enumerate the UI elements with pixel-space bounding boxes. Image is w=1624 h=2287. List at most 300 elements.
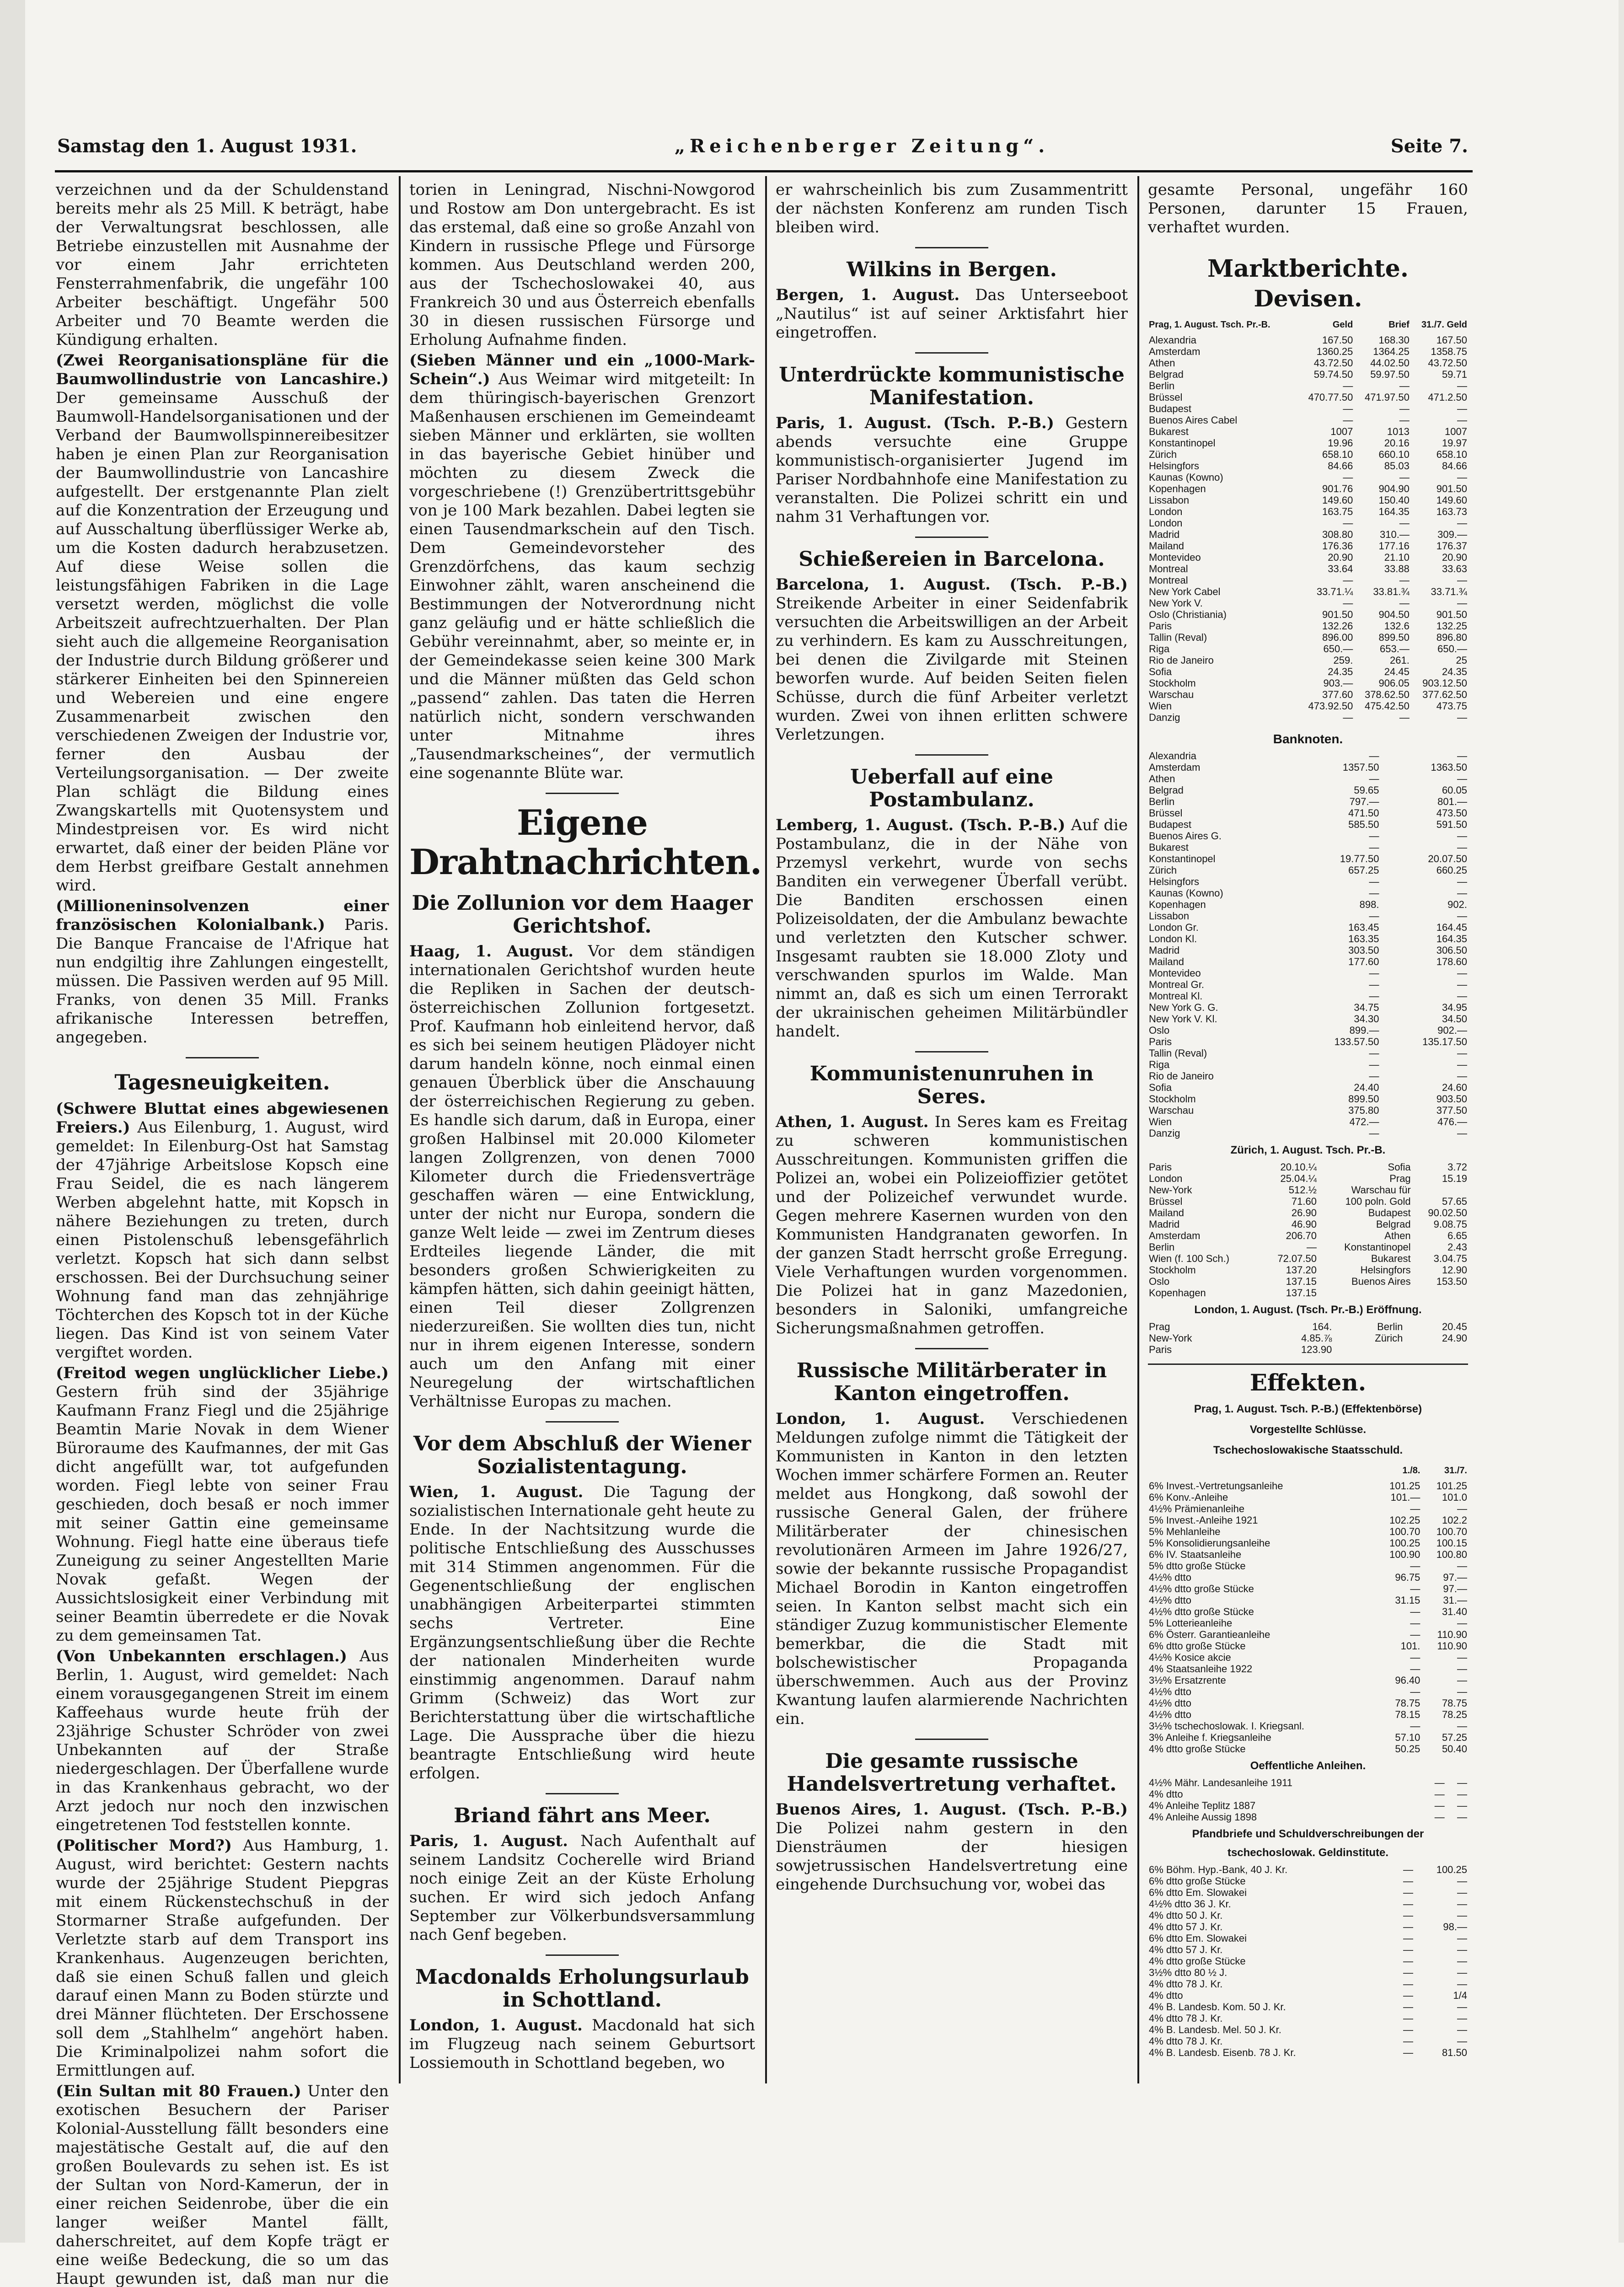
table-cell-value: 33.81.¾ [1373, 586, 1410, 597]
effekten-row [1148, 1944, 1468, 1955]
table-cell-label: Konstantinopel [1149, 437, 1216, 449]
header-title: „Reichenberger Zeitung“. [675, 135, 1050, 157]
table-cell-value: — [1410, 1606, 1420, 1617]
table-cell-value: 15.19 [1442, 1173, 1467, 1184]
effekten-row [1148, 1640, 1468, 1652]
table-cell-label: 4½% Prämienanleihe [1149, 1503, 1245, 1514]
table-cell-label: Warschau [1149, 1105, 1194, 1116]
devisen-heading: Devisen. [1254, 285, 1362, 312]
table-cell-value: 102.25 [1389, 1514, 1420, 1526]
table-cell-label: Amsterdam [1149, 1230, 1201, 1241]
table-cell-value: — [1410, 1663, 1420, 1675]
table-cell-label: 4% B. Landesb. Kom. 50 J. Kr. [1149, 2001, 1286, 2013]
article-paragraph: er wahrscheinlich bis zum Zusammentritt der nächsten Konferenz am runden Tisch bleiben wird. [776, 181, 1128, 236]
table-cell-label: Madrid [1149, 529, 1180, 540]
table-cell-value: 24.90 [1442, 1332, 1467, 1344]
table-cell-value: — [1403, 2047, 1413, 2058]
devisen-row [1148, 563, 1468, 574]
section-banner: Eigene Drahtnachrichten. [409, 802, 762, 882]
article-paragraph: Wien, 1. August. Die Tagung der sozialistischen Internationale geht heute zu Ende. In der Nachtsitzung wurde die politische Entschließung des Ausschusses mit 314 Stimmen angenommen. Für die Gegenentschließung der englischen unabhängigen Arbeiterpartei stimmten sechs Vertreter. Eine Ergänzungsentschließung über die Rechte der nationalen Minderheiten wurde einstimmig angenommen. Darauf nahm Grimm (Schweiz) das Wort zur Berichterstattung über die wirtschaftliche Lage. Die Aussprache über die hiezu beantragte Entschließung wird heute erfolgen. [409, 1483, 755, 1782]
article-headline: Macdonalds Erholungsurlaub in Schottland. [415, 1965, 749, 2012]
effekten-row [1148, 2035, 1468, 2047]
banknoten-table [1148, 750, 1468, 1139]
table-cell-value: 901.50 [1436, 483, 1467, 494]
zurich-row [1148, 1230, 1468, 1241]
table-cell-value: 9.08.75 [1433, 1219, 1467, 1230]
table-cell-label: Montreal Gr. [1149, 979, 1205, 990]
table-cell-label: Oslo [1149, 1025, 1170, 1036]
table-cell-value: — [1457, 1059, 1467, 1070]
table-cell-label: 6% dtto Em. Slowakei [1149, 1887, 1247, 1898]
table-cell-value: — [1403, 1910, 1413, 1921]
table-cell-value: 101.0 [1442, 1492, 1467, 1503]
table-cell-value: 1364.25 [1373, 346, 1410, 357]
banknoten-row [1148, 784, 1468, 796]
table-cell-label: Danzig [1149, 712, 1180, 723]
effekten-row [1148, 1990, 1468, 2001]
devisen-row [1148, 655, 1468, 666]
table-cell-value: — [1399, 597, 1410, 609]
table-cell-value: 906.05 [1378, 677, 1410, 689]
table-cell-label: Lissabon [1149, 910, 1190, 922]
table-cell-value: 50.40 [1442, 1743, 1467, 1755]
table-cell-value: 901.50 [1436, 609, 1467, 620]
table-cell-value: — [1403, 2013, 1413, 2024]
table-cell-value: 20.90 [1442, 552, 1467, 563]
table-cell-value: — [1457, 887, 1467, 899]
table-cell-label: Montreal Kl. [1149, 990, 1203, 1002]
table-cell-label: Athen [1149, 773, 1175, 784]
table-cell-label: 4½% dtto große Stücke [1149, 1583, 1254, 1594]
table-cell-value: 57.25 [1442, 1732, 1467, 1743]
article-headline: Vor dem Abschluß der Wiener Sozialistentagung. [413, 1432, 751, 1478]
table-cell-value: 167.50 [1436, 334, 1467, 346]
devisen-row [1148, 540, 1468, 552]
table-cell-value: — [1399, 712, 1410, 723]
table-cell-value: — [1399, 414, 1410, 426]
table-cell-value: Athen [1384, 1230, 1411, 1241]
table-cell-label: 4% dtto 78 J. Kr. [1149, 1978, 1223, 1990]
table-cell-value: 206.70 [1286, 1230, 1317, 1241]
table-cell-value: 899.— [1349, 1025, 1379, 1036]
effekten-row [1148, 1537, 1468, 1549]
table-cell-label: Budapest [1149, 403, 1191, 414]
table-cell-value: 50.25 [1395, 1743, 1420, 1755]
effekten-row [1148, 1503, 1468, 1514]
table-cell-label: Brüssel [1149, 392, 1183, 403]
devisen-row [1148, 586, 1468, 597]
table-cell-label: Rio de Janeiro [1149, 655, 1214, 666]
table-cell-value: 24.35 [1328, 666, 1353, 677]
table-cell-value: — [1403, 2035, 1413, 2047]
table-cell-value [1318, 1287, 1412, 1299]
article-paragraph: Bergen, 1. August. Das Unterseeboot „Nautilus“ ist auf seiner Arktisfahrt hier eingetroffen. [776, 286, 1128, 342]
table-cell-value: — [1434, 1800, 1445, 1811]
table-cell-value: 57.65 [1442, 1196, 1467, 1207]
header-date: Samstag den 1. August 1931. [57, 135, 357, 157]
separator [546, 1421, 619, 1423]
table-cell-value: — [1369, 910, 1379, 922]
table-cell-label: Amsterdam [1149, 762, 1201, 773]
table-cell-value: — [1457, 1560, 1467, 1572]
table-header-cell: Geld [1332, 320, 1353, 330]
table-cell-label: 4% B. Landesb. Eisenb. 78 J. Kr. [1149, 2047, 1296, 2058]
devisen-row [1148, 632, 1468, 643]
table-cell-value: 899.50 [1378, 632, 1410, 643]
table-cell-value: 658.10 [1436, 449, 1467, 460]
table-cell-value: 1013 [1387, 426, 1410, 437]
table-cell-label: Kopenhagen [1149, 899, 1206, 910]
table-cell-value: — [1457, 2001, 1467, 2013]
article-paragraph: (Zwei Reorganisationspläne für die Baumwollindustrie von Lancashire.) Der gemeinsame Ausschuß der Baumwoll-Handelsorganisationen und der Verband der Baumwollspinnereibesitzer haben je einen Plan zur Reorganisation der Baumwollindustrie von Lancashire aufgestellt. Der erstgenannte Plan zielt auf die Konzentration der Erzeugung und auf Ausschaltung überflüssiger Werke ab, um die Kosten dadurch herabzusetzen. Auf diese Weise sollen die leistungsfähigen Fabriken in die Lage versetzt werden, möglichst die volle Arbeitszeit aufrechtzuerhalten. Der Plan sieht auch die allgemeine Reorganisation der Industrie durch Bildung größerer und stärkerer Einheiten bei den Spinnereien und Webereien und eine engere Zusammenarbeit zwischen den verschiedenen Zweigen der Industrie vor, ferner den Ausbau der Verteilungsorganisation. — Der zweite Plan schlägt die Bildung eines Zwangskartells mit Quotensystem und Mindestpreisen vor. Es wird nicht erwartet, daß einer der beiden Pläne vor dem Herbst greifbare Gestalt annehmen wird. [56, 351, 389, 895]
table-cell-label: Kaunas (Kowno) [1149, 472, 1223, 483]
table-cell-value: 33.63 [1442, 563, 1467, 574]
table-cell-label: Montreal [1149, 563, 1188, 574]
scan-edge-left [0, 0, 25, 2243]
column-divider [765, 176, 767, 2083]
table-cell-label: Danzig [1149, 1127, 1180, 1139]
table-cell-value: 78.75 [1442, 1697, 1467, 1709]
table-cell-value: — [1457, 990, 1467, 1002]
table-cell-value: — [1457, 1663, 1467, 1675]
table-cell-label: Oslo [1149, 1276, 1170, 1287]
table-cell-value: 167.50 [1322, 334, 1353, 346]
table-cell-value: 1007 [1445, 426, 1467, 437]
table-cell-value: 306.50 [1436, 945, 1467, 956]
table-cell-value: 164.45 [1436, 922, 1467, 933]
table-cell-value: 303.50 [1348, 945, 1379, 956]
table-cell-value: — [1457, 1811, 1467, 1823]
separator [915, 1348, 988, 1349]
table-cell-value: — [1369, 830, 1379, 842]
separator [915, 537, 988, 538]
table-cell-label: Madrid [1149, 1219, 1180, 1230]
table-cell-value: 43.72.50 [1428, 357, 1467, 369]
table-cell-value [1412, 1184, 1468, 1196]
table-cell-label: 4½% Kosice akcie [1149, 1652, 1231, 1663]
effekten-row [1148, 2047, 1468, 2058]
banknoten-row [1148, 1059, 1468, 1070]
table-cell-value: 102.2 [1442, 1514, 1467, 1526]
devisen-row [1148, 403, 1468, 414]
effekten-row [1148, 1887, 1468, 1898]
table-cell-label: 4% dtto große Stücke [1149, 1955, 1246, 1967]
table-cell-value: — [1457, 1777, 1467, 1788]
table-cell-label: 5% dtto große Stücke [1149, 1560, 1246, 1572]
table-cell-value: 46.90 [1291, 1219, 1317, 1230]
table-cell-value: 20.16 [1384, 437, 1410, 449]
banknoten-row [1148, 842, 1468, 853]
table-cell-label: 4% Anleihe Teplitz 1887 [1149, 1800, 1256, 1811]
table-cell-value: 163.35 [1348, 933, 1379, 945]
table-cell-label: Budapest [1149, 819, 1191, 830]
table-cell-label: Mailand [1149, 1207, 1185, 1219]
table-cell-value: 60.05 [1442, 784, 1467, 796]
effekten-row [1148, 1800, 1468, 1811]
table-cell-value: 19.96 [1328, 437, 1353, 449]
table-cell-value: 3.04.75 [1433, 1253, 1467, 1264]
banknoten-row [1148, 1002, 1468, 1013]
table-cell-label: London [1149, 517, 1183, 529]
article-paragraph: Haag, 1. August. Vor dem ständigen internationalen Gerichtshof wurden heute die Repliken in Sachen der deutsch-österreichischen Zollunion fortgesetzt. Prof. Kaufmann hob einleitend hervor, daß es sich bei seinem heutigen Plädoyer nicht darum handeln könne, noch einmal einen genauen Überblick über die Anschauung der österreichischen Regierung zu geben. Es handle sich darum, daß in Europa, einer großen Halbinsel mit 20.000 Kilometer langen Zollgrenzen, von denen 7000 Kilometer durch die Friedensverträge geschaffen wären — eine Entwicklung, unter der nicht nur Europa, sondern die ganze Welt leide — zwei im Zentrum dieses Erdteiles liegende Länder, die mit besonders großen Schwierigkeiten zu kämpfen hätten, sich dahin geeinigt hätten, einen Teil dieser Zollgrenzen niederzureißen. Sie wollten dies tun, nicht nur in ihrem eigenen Interesse, sondern auch um den Anfang mit einer Neuregelung der wirtschaftlichen Verhältnisse Europas zu machen. [409, 942, 756, 1411]
table-cell-label: London Kl. [1149, 933, 1197, 945]
table-cell-value: 132.25 [1436, 620, 1467, 632]
table-cell-value: — [1369, 1070, 1379, 1082]
table-cell-label: Kopenhagen [1149, 1287, 1206, 1299]
table-cell-label: Wien (f. 100 Sch.) [1149, 1253, 1230, 1264]
table-cell-label: 6% dtto große Stücke [1149, 1640, 1246, 1652]
header-page-number: Seite 7. [1390, 135, 1468, 157]
table-cell-value [1404, 1344, 1468, 1355]
table-cell-value: — [1457, 414, 1467, 426]
table-cell-value: Warschau für [1351, 1184, 1411, 1196]
table-cell-value: 133.57.50 [1334, 1036, 1379, 1047]
zurich-row [1148, 1173, 1468, 1184]
table-header-cell [1148, 1461, 1374, 1480]
page-header [57, 135, 1468, 163]
table-cell-value: Konstantinopel [1344, 1241, 1411, 1253]
table-cell-value: — [1434, 1777, 1445, 1788]
table-cell-value: 512.½ [1288, 1184, 1317, 1196]
effekten-row [1148, 1583, 1468, 1594]
table-cell-value: 149.60 [1322, 494, 1353, 506]
table-cell-label: 6% Invest.-Vertretungsanleihe [1149, 1480, 1283, 1492]
devisen-row [1148, 346, 1468, 357]
table-cell-value: — [1410, 1583, 1420, 1594]
banknoten-row [1148, 956, 1468, 967]
table-cell-value: — [1369, 990, 1379, 1002]
table-cell-value: 470.77.50 [1308, 392, 1353, 403]
article-paragraph: (Sieben Männer und ein „1000-Mark-Schein“.) Aus Weimar wird mitgeteilt: In dem thüringisch-bayerischen Grenzort Maßenhausen erschienen im Gemeindeamt sieben Männer und erklärten, sie wollten in das bayerische Gebiet hinüber und möchten zu diesem Zweck die vorgeschriebene (!) Grenzübertrittsgebühr von je 100 Mark bezahlen. Dabei legten sie einen Tausendmarkschein auf den Tisch. Dem Gemeindevorsteher des Grenzdörfchens, das kaum sechzig Einwohner zählt, waren anscheinend die Bestimmungen der Notverordnung nicht ganz geläufig und er hätte schließlich die Gebühr vereinnahmt, aber, so meinte er, in der Gemeindekasse seien keine 300 Mark und die Männer müßten das Geld schon „passend“ zahlen. Das taten die Herren natürlich nicht, sondern verschwanden unter Mitnahme ihres „Tausendmarkscheines“, der vermutlich eine sogenannte Blüte war. [409, 351, 756, 782]
effekten-row [1148, 1875, 1468, 1887]
table-cell-label: 4% B. Landesb. Mel. 50 J. Kr. [1149, 2024, 1281, 2035]
table-cell-value: 3.72 [1447, 1161, 1467, 1173]
header-rule [55, 170, 1473, 172]
article-paragraph: London, 1. August. Verschiedenen Meldungen zufolge nimmt die Tätigkeit der Kommunisten in Kanton in den letzten Wochen immer schärfere Formen an. Reuter meldet aus Hongkong, daß sowohl der russische General Galen, der frühere Militärberater der chinesischen revolutionären Armeen im Jahre 1926/27, sowie der bekannte russische Propagandist Michael Borodin in Kanton eingetroffen seien. In Kanton selbst macht sich ein ständiger Zuzug kommunistischer Elemente bemerkbar, die die Stadt mit bolschewistischer Propaganda überschwemmen. Auch aus der Provinz Kwantung laufen alarmierende Nachrichten ein. [776, 1410, 1128, 1728]
table-cell-value: 137.15 [1286, 1287, 1317, 1299]
table-cell-label: Paris [1149, 1344, 1172, 1355]
table-cell-value: 377.60 [1322, 689, 1353, 700]
table-cell-label: New-York [1149, 1332, 1192, 1344]
banknoten-row [1148, 945, 1468, 956]
article-headline: Kommunistenunruhen in Seres. [809, 1062, 1094, 1108]
devisen-row [1148, 700, 1468, 712]
table-cell-value: — [1457, 2024, 1467, 2035]
table-cell-value: 902. [1447, 899, 1467, 910]
effekten-heading: Effekten. [1249, 1369, 1367, 1396]
table-cell-value: 903.12.50 [1422, 677, 1467, 689]
table-cell-value: — [1457, 517, 1467, 529]
separator [546, 1954, 619, 1956]
table-cell-value: 19.97 [1442, 437, 1467, 449]
table-cell-value: 4.85.⅞ [1301, 1332, 1332, 1344]
banknoten-row [1148, 750, 1468, 762]
separator [915, 754, 988, 756]
table-cell-value: — [1457, 1944, 1467, 1955]
table-cell-value: 150.40 [1378, 494, 1410, 506]
effekten-row [1148, 1629, 1468, 1640]
table-header-cell: Brief [1388, 320, 1410, 330]
table-cell-label: Zürich [1149, 864, 1177, 876]
table-cell-value: 26.90 [1291, 1207, 1317, 1219]
devisen-row [1148, 506, 1468, 517]
table-cell-value: 1363.50 [1431, 762, 1467, 773]
article-paragraph: Buenos Aires, 1. August. (Tsch. P.-B.) Die Polizei nahm gestern in den Diensträumen der hiesigen sowjetrussischen Handelsvertretung eine eingehende Durchsuchung vor, wobei das [776, 1800, 1128, 1894]
article-paragraph: Barcelona, 1. August. (Tsch. P.-B.) Streikende Arbeiter in einer Seidenfabrik versuchten die Arbeitswilligen an der Arbeit zu verhindern. Es kam zu Ausschreitungen, bei denen die Zivilgarde mit Steinen beworfen wurde. Auf beiden Seiten fielen Schüsse, durch die fünf Arbeiter verletzt wurden. Zwei von ihnen erlitten schwere Verletzungen. [776, 575, 1128, 744]
table-cell-value: 101.25 [1389, 1480, 1420, 1492]
devisen-row [1148, 460, 1468, 472]
table-cell-value: — [1369, 967, 1379, 979]
table-cell-value: 650.— [1437, 643, 1467, 655]
table-cell-label: 3½% Ersatzrente [1149, 1675, 1226, 1686]
table-cell-value: — [1457, 1686, 1467, 1697]
table-cell-value: — [1369, 887, 1379, 899]
table-cell-value: 473.92.50 [1308, 700, 1353, 712]
devisen-row [1148, 689, 1468, 700]
article-paragraph: Athen, 1. August. In Seres kam es Freitag zu schweren kommunistischen Ausschreitungen. Kommunisten griffen die Polizei an, wobei ein Polizeioffizier getötet und der Polizeichef verwundet wurde. Gegen mehrere Kasernen wurden von den Kommunisten Handgranaten geworfen. In der ganzen Stadt herrscht große Erregung. Viele Verhaftungen wurden vorgenommen. Die Polizei hat in ganz Mazedonien, besonders in Saloniki, umfangreiche Sicherungsmaßnahmen getroffen. [776, 1113, 1128, 1337]
table-cell-value: — [1403, 1898, 1413, 1910]
table-cell-label: 4½% dtto [1149, 1594, 1191, 1606]
table-cell-value: — [1369, 979, 1379, 990]
table-cell-value: — [1457, 979, 1467, 990]
table-cell-value: 1007 [1330, 426, 1353, 437]
table-cell-value [1333, 1344, 1404, 1355]
table-cell-value: 899.50 [1348, 1093, 1379, 1105]
public-loans-table [1148, 1777, 1468, 1823]
table-cell-value: — [1369, 773, 1379, 784]
table-cell-value: 98.— [1443, 1921, 1467, 1933]
table-cell-label: Mailand [1149, 540, 1185, 552]
effekten-row [1148, 2013, 1468, 2024]
table-cell-value: — [1343, 403, 1353, 414]
table-cell-value: 71.60 [1291, 1196, 1317, 1207]
table-cell-value: — [1403, 1978, 1413, 1990]
table-cell-value: 6.65 [1447, 1230, 1467, 1241]
table-cell-value: 19.77.50 [1340, 853, 1379, 864]
article-headline: Wilkins in Bergen. [847, 258, 1057, 281]
table-cell-value: — [1399, 380, 1410, 392]
table-cell-value: — [1403, 1955, 1413, 1967]
table-cell-value: Sofia [1388, 1161, 1411, 1173]
table-cell-value: — [1457, 574, 1467, 586]
table-cell-value: 100.70 [1389, 1526, 1420, 1537]
banknoten-row [1148, 899, 1468, 910]
table-cell-value: 21.10 [1384, 552, 1410, 563]
table-cell-value: 31.15 [1395, 1594, 1420, 1606]
table-cell-value: — [1306, 1241, 1317, 1253]
table-cell-label: 6% dtto große Stücke [1149, 1875, 1246, 1887]
table-cell-value: — [1457, 830, 1467, 842]
article-paragraph: Paris, 1. August. (Tsch. P.-B.) Gestern abends versuchte eine Gruppe kommunistisch-organisierter Jugend im Pariser Nordbahnhofe eine Manifestation zu veranstalten. Die Polizei schritt ein und nahm 31 Verhaftungen vor. [776, 414, 1128, 526]
table-cell-value: 898. [1359, 899, 1379, 910]
table-cell-value: 12.90 [1442, 1264, 1467, 1276]
mortgage-bonds-table [1148, 1864, 1468, 2058]
table-cell-value: 896.00 [1322, 632, 1353, 643]
zurich-row [1148, 1276, 1468, 1287]
table-cell-value: 1/4 [1453, 1990, 1467, 2001]
effekten-row [1148, 1933, 1468, 1944]
banknoten-row [1148, 796, 1468, 807]
effekten-row [1148, 1617, 1468, 1629]
table-cell-label: 6% dtto Em. Slowakei [1149, 1933, 1247, 1944]
table-cell-label: 4% dtto 57 J. Kr. [1149, 1944, 1223, 1955]
table-cell-value: 904.90 [1378, 483, 1410, 494]
effekten-row [1148, 1514, 1468, 1526]
effekten-row [1148, 1697, 1468, 1709]
london-table [1148, 1321, 1468, 1355]
table-cell-value: 585.50 [1348, 819, 1379, 830]
table-header-cell: 31./7. Geld [1421, 320, 1467, 330]
table-cell-label: Montevideo [1149, 552, 1201, 563]
table-cell-value: 308.80 [1322, 529, 1353, 540]
table-cell-value: 472.— [1349, 1116, 1379, 1127]
table-cell-label: Brüssel [1149, 1196, 1183, 1207]
table-cell-value: — [1369, 1127, 1379, 1139]
table-cell-value: 896.80 [1436, 632, 1467, 643]
table-cell-value: 1357.50 [1342, 762, 1379, 773]
table-cell-value: 25 [1456, 655, 1467, 666]
table-cell-label: 4% dtto [1149, 1990, 1183, 2001]
section-heading: Tagesneuigkeiten. [114, 1070, 330, 1095]
effekten-row [1148, 1864, 1468, 1875]
table-cell-value: 132.6 [1384, 620, 1410, 632]
table-cell-label: Stockholm [1149, 1264, 1196, 1276]
table-cell-label: Paris [1149, 1161, 1172, 1173]
table-cell-value: Buenos Aires [1351, 1276, 1411, 1287]
table-header-cell: 1./8. [1402, 1466, 1420, 1476]
column-4-market [1148, 181, 1468, 2081]
banknoten-row [1148, 1116, 1468, 1127]
effekten-row [1148, 1732, 1468, 1743]
table-cell-label: 4½% Mähr. Landesanleihe 1911 [1149, 1777, 1292, 1788]
devisen-row [1148, 597, 1468, 609]
banknoten-row [1148, 922, 1468, 933]
table-cell-value: 33.71.¼ [1316, 586, 1353, 597]
separator [546, 793, 619, 794]
table-cell-value: — [1399, 403, 1410, 414]
table-cell-value: — [1457, 403, 1467, 414]
table-cell-label: New York V. [1149, 597, 1203, 609]
table-cell-value: 163.73 [1436, 506, 1467, 517]
table-cell-value: 149.60 [1436, 494, 1467, 506]
article-paragraph: (Politischer Mord?) Aus Hamburg, 1. August, wird berichtet: Gestern nachts wurde der 25jährige Student Piepgras mit einem Rückenstechschuß in der Stormarner Straße aufgefunden. Der Verletzte starb auf dem Transport ins Krankenhaus. Augenzeugen berichten, daß sie einen Schuß fallen und gleich darauf einen Mann zu Boden stürzte und drei Männer flüchteten. Der Erschossene soll dem „Stahlhelm“ angehört haben. Die Kriminalpolizei nahm sofort die Ermittlungen auf. [56, 1836, 389, 2080]
table-cell-label: Berlin [1149, 796, 1175, 807]
table-cell-value: 1360.25 [1316, 346, 1353, 357]
table-cell-value: — [1410, 1652, 1420, 1663]
table-cell-value: 31.— [1443, 1594, 1467, 1606]
table-cell-label: Helsingfors [1149, 876, 1200, 887]
table-cell-value: 90.02.50 [1428, 1207, 1467, 1219]
table-cell-value: — [1343, 472, 1353, 483]
table-cell-label: 6% Böhm. Hyp.-Bank, 40 J. Kr. [1149, 1864, 1288, 1875]
table-cell-value: — [1457, 1967, 1467, 1978]
separator [915, 1051, 988, 1052]
table-cell-value: — [1369, 876, 1379, 887]
table-cell-value: 101.25 [1436, 1480, 1467, 1492]
table-cell-value: 33.71.¾ [1431, 586, 1467, 597]
table-cell-label: New York V. Kl. [1149, 1013, 1217, 1025]
table-cell-value: 59.65 [1354, 784, 1379, 796]
column-3 [776, 181, 1128, 2081]
table-cell-value: 1358.75 [1431, 346, 1467, 357]
table-header-cell: 31./7. [1444, 1466, 1467, 1476]
table-cell-label: 4½% dtto [1149, 1572, 1191, 1583]
devisen-row [1148, 666, 1468, 677]
article-headline: Unterdrückte kommunistische Manifestation. [779, 363, 1125, 409]
devisen-row [1148, 357, 1468, 369]
table-cell-value: — [1403, 1875, 1413, 1887]
effekten-row [1148, 1777, 1468, 1788]
